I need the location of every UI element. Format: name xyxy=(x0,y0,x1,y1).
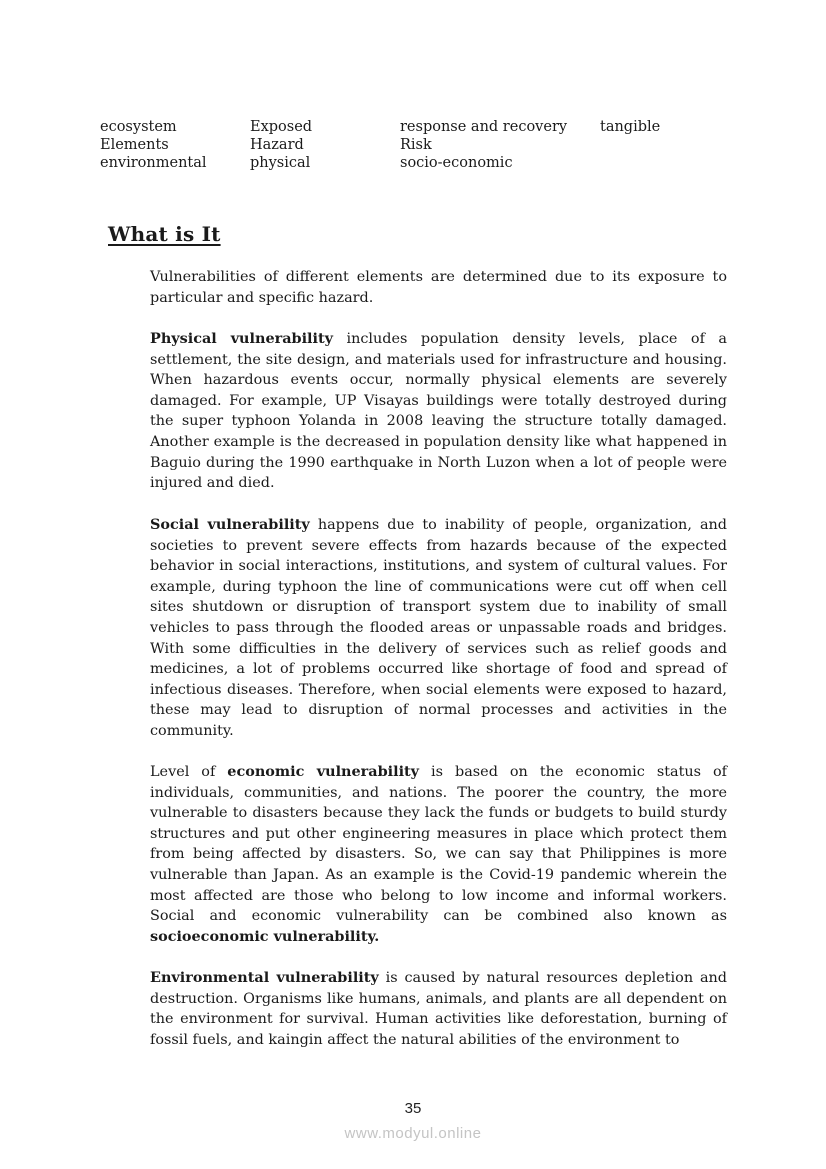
intro-text: Vulnerabilities of different elements are determined due to its exposure to particular and specific hazard. xyxy=(150,269,727,306)
physical-vulnerability-text: includes population density levels, place of a settlement, the site design, and materials used for infrastructure and housing. When hazardous events occur, normally physical elements are severely damaged. For example, UP Visayas buildings were totally destroyed during the super typhoon Yolanda in 2008 leaving the structure totally damaged. Another example is the decreased in population density like what happened in Baguio during the 1990 earthquake in North Luzon when a lot of people were injured and died. xyxy=(150,331,727,492)
word-bank-term: Hazard xyxy=(250,137,304,153)
word-bank-row xyxy=(100,118,700,136)
environmental-vulnerability-paragraph xyxy=(150,968,727,1050)
physical-vulnerability-term: Physical vulnerability xyxy=(150,330,333,347)
social-vulnerability-term: Social vulnerability xyxy=(150,516,310,533)
word-bank-term: ecosystem xyxy=(100,119,177,135)
socioeconomic-vulnerability-term: socioeconomic vulnerability. xyxy=(150,927,380,945)
social-vulnerability-text: happens due to inability of people, organization, and societies to prevent severe effects from hazards because of the expected behavior in social interactions, institutions, and system of cultural values. For example, during typhoon the line of communications were cut off when cell sites shutdown or disruption of transport system due to inability of small vehicles to pass through the flooded areas or unpassable roads and bridges. With some difficulties in the delivery of services such as relief goods and medicines, a lot of problems occurred like shortage of food and spread of infectious diseases. Therefore, when social elements were exposed to hazard, these may lead to disruption of normal processes and activities in the community. xyxy=(150,517,727,739)
economic-vulnerability-term: economic vulnerability xyxy=(227,763,420,780)
watermark: www.modyul.online xyxy=(344,1125,482,1142)
social-vulnerability-paragraph xyxy=(150,515,727,742)
word-bank-term: Elements xyxy=(100,137,169,153)
section-title: What is It xyxy=(108,222,221,246)
environmental-vulnerability-term: Environmental vulnerability xyxy=(150,969,379,986)
word-bank-term: Risk xyxy=(400,137,432,153)
word-bank-term xyxy=(600,136,700,154)
economic-vulnerability-text: is based on the economic status of individuals, communities, and nations. The poorer the country, the more vulnerable to disasters because they lack the funds or budgets to build sturdy structures and put other engineering measures in place which protect them from being affected by disasters. So, we can say that Philippines is more vulnerable than Japan. As an example is the Covid-19 pandemic wherein the most affected are those who belong to low income and informal workers. Social and economic vulnerability can be combined also known as xyxy=(150,764,727,925)
economic-vulnerability-lead: Level of xyxy=(150,764,228,780)
word-bank-row xyxy=(100,136,700,154)
word-bank-term: response and recovery xyxy=(400,119,568,135)
word-bank-term: environmental xyxy=(100,155,207,171)
word-bank xyxy=(100,118,700,172)
economic-vulnerability-paragraph xyxy=(150,762,727,947)
word-bank-term: Exposed xyxy=(250,119,313,135)
word-bank-row xyxy=(100,154,700,172)
environmental-vulnerability-text: is caused by natural resources depletion and destruction. Organisms like humans, animals, and plants are all dependent on the environment for survival. Human activities like deforestation, burning of fossil fuels, and kaingin affect the natural abilities of the environment to xyxy=(150,970,727,1048)
page-number: 35 xyxy=(404,1100,422,1117)
physical-vulnerability-paragraph xyxy=(150,329,727,494)
word-bank-term: physical xyxy=(250,155,311,171)
word-bank-term: tangible xyxy=(600,119,661,135)
intro-paragraph xyxy=(150,267,727,308)
word-bank-term: socio-economic xyxy=(400,155,513,171)
word-bank-term xyxy=(600,154,700,172)
